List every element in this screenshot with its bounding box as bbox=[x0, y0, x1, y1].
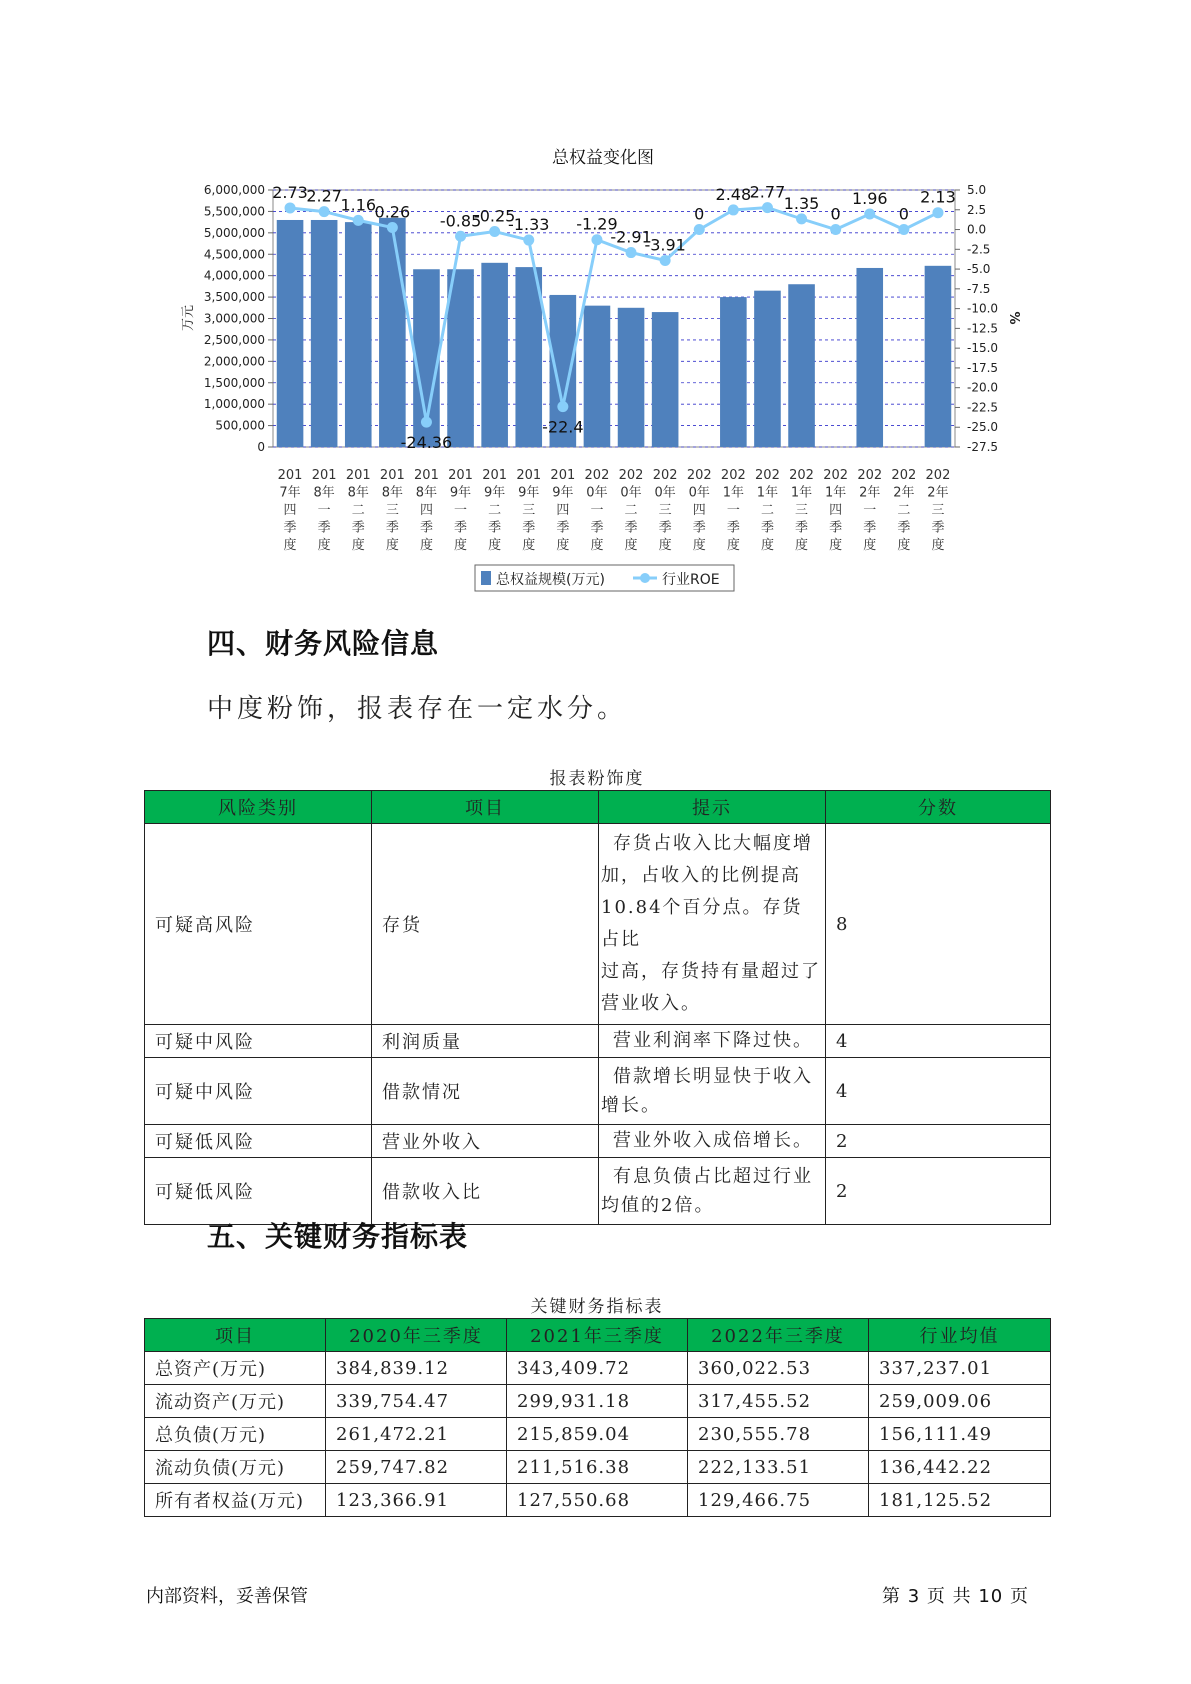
hint-line: 有息负债占比超过行业 bbox=[613, 1166, 813, 1187]
metric-value: 156,111.49 bbox=[869, 1418, 1051, 1451]
x-tick-label: 一 bbox=[454, 503, 468, 518]
x-tick-label: 度 bbox=[726, 538, 740, 553]
metric-value: 384,839.12 bbox=[326, 1352, 507, 1385]
roe-point bbox=[557, 401, 568, 412]
equity-bar bbox=[652, 312, 679, 447]
roe-point bbox=[830, 224, 841, 235]
x-tick-label: 季 bbox=[556, 520, 570, 536]
header-cell: 分数 bbox=[826, 791, 1051, 824]
x-tick-label: 季 bbox=[692, 520, 706, 536]
risk-score: 4 bbox=[826, 1058, 1051, 1125]
x-tick-label: 季 bbox=[658, 520, 672, 536]
x-tick-label: 202 bbox=[925, 468, 951, 483]
equity-bar bbox=[788, 284, 815, 447]
x-tick-label: 度 bbox=[692, 538, 706, 553]
roe-point bbox=[523, 235, 534, 246]
x-tick-label: 8年 bbox=[415, 485, 438, 501]
legend-bar-label: 总权益规模(万元) bbox=[496, 572, 605, 588]
y-tick-label: 5,000,000 bbox=[203, 225, 265, 240]
x-tick-label: 季 bbox=[488, 520, 502, 536]
x-tick-label: 季 bbox=[624, 520, 638, 536]
y-tick-label: 0 bbox=[257, 440, 265, 454]
x-tick-label: 季 bbox=[454, 520, 468, 536]
risk-item: 借款情况 bbox=[372, 1058, 599, 1125]
x-tick-label: 二 bbox=[760, 503, 774, 518]
x-tick-label: 四 bbox=[283, 503, 297, 518]
x-tick-label: 9年 bbox=[552, 485, 574, 501]
hint-line: 营业收入。 bbox=[601, 993, 701, 1014]
x-tick-label: 202 bbox=[584, 468, 610, 483]
key-table-header bbox=[145, 1319, 1051, 1352]
x-tick-label: 201 bbox=[277, 468, 303, 483]
x-tick-label: 202 bbox=[857, 468, 883, 483]
metric-value: 259,747.82 bbox=[326, 1451, 507, 1484]
x-tick-label: 1年 bbox=[722, 485, 744, 501]
y-tick-label: 2,000,000 bbox=[203, 354, 265, 369]
x-tick-label: 0年 bbox=[620, 485, 642, 501]
x-tick-label: 202 bbox=[720, 468, 746, 483]
chart-title: 总权益变化图 bbox=[552, 148, 654, 168]
roe-point bbox=[421, 417, 432, 428]
roe-point bbox=[728, 204, 739, 215]
risk-score: 4 bbox=[826, 1025, 1051, 1058]
x-tick-label: 7年 bbox=[279, 485, 301, 501]
x-tick-label: 季 bbox=[726, 520, 740, 536]
roe-point bbox=[898, 224, 909, 235]
metric-value: 230,555.78 bbox=[688, 1418, 869, 1451]
metric-name: 流动资产(万元) bbox=[145, 1385, 326, 1418]
x-tick-label: 9年 bbox=[484, 485, 506, 501]
x-tick-label: 季 bbox=[760, 520, 774, 536]
risk-table-caption: 报表粉饰度 bbox=[549, 769, 645, 789]
y2-axis-label: % bbox=[1006, 311, 1021, 325]
x-tick-label: 9年 bbox=[518, 485, 540, 501]
y2-tick-label: -20.0 bbox=[967, 380, 999, 395]
x-tick-label: 度 bbox=[488, 538, 502, 553]
risk-table bbox=[144, 790, 1051, 1225]
x-tick-label: 度 bbox=[897, 538, 911, 553]
key-table-caption: 关键财务指标表 bbox=[530, 1297, 664, 1317]
x-tick-label: 四 bbox=[692, 503, 706, 518]
key-section-heading: 五、关键财务指标表 bbox=[207, 1220, 469, 1253]
roe-data-label: 0.26 bbox=[374, 202, 411, 222]
metric-value: 211,516.38 bbox=[507, 1451, 688, 1484]
equity-bar bbox=[345, 222, 372, 447]
risk-category: 可疑低风险 bbox=[145, 1158, 372, 1225]
y2-tick-label: -12.5 bbox=[967, 321, 999, 336]
roe-point bbox=[591, 234, 602, 245]
roe-point bbox=[353, 215, 364, 226]
x-tick-label: 202 bbox=[823, 468, 849, 483]
x-tick-label: 201 bbox=[448, 468, 473, 483]
y2-tick-label: -27.5 bbox=[967, 440, 999, 454]
risk-score: 2 bbox=[826, 1158, 1051, 1225]
header-cell: 风险类别 bbox=[145, 791, 372, 824]
risk-item: 存货 bbox=[372, 824, 599, 1025]
roe-data-label: -0.85 bbox=[439, 211, 482, 231]
risk-score: 2 bbox=[826, 1125, 1051, 1158]
x-tick-label: 季 bbox=[931, 520, 945, 536]
risk-hint bbox=[599, 1058, 826, 1125]
x-tick-label: 季 bbox=[283, 520, 297, 536]
roe-point bbox=[455, 231, 466, 242]
roe-data-label: -24.36 bbox=[400, 433, 453, 453]
table-row bbox=[145, 1025, 1051, 1058]
roe-point bbox=[387, 222, 398, 233]
x-tick-label: 度 bbox=[829, 538, 843, 553]
y2-tick-label: -7.5 bbox=[967, 281, 991, 296]
y-tick-label: 3,000,000 bbox=[203, 311, 265, 326]
risk-summary: 中度粉饰，报表存在一定水分。 bbox=[207, 694, 628, 724]
risk-hint bbox=[599, 1025, 826, 1058]
equity-chart-svg bbox=[0, 0, 1191, 600]
roe-point bbox=[864, 209, 875, 220]
hint-line: 借款增长明显快于收入 bbox=[613, 1066, 813, 1087]
x-tick-label: 201 bbox=[345, 468, 371, 483]
metric-value: 343,409.72 bbox=[507, 1352, 688, 1385]
x-tick-label: 度 bbox=[760, 538, 774, 553]
y-tick-label: 2,500,000 bbox=[203, 332, 265, 347]
x-tick-label: 度 bbox=[454, 538, 468, 553]
risk-category: 可疑中风险 bbox=[145, 1058, 372, 1125]
risk-hint bbox=[599, 824, 826, 1025]
roe-data-label: -22.4 bbox=[542, 417, 584, 437]
equity-bar bbox=[856, 268, 883, 447]
roe-data-label: 1.16 bbox=[340, 195, 377, 215]
legend-line-label: 行业ROE bbox=[662, 572, 720, 588]
hint-line: 存货占收入比大幅度增 bbox=[613, 833, 813, 854]
table-row bbox=[145, 1058, 1051, 1125]
roe-data-label: -1.29 bbox=[576, 214, 618, 234]
x-tick-label: 季 bbox=[795, 520, 809, 536]
x-tick-label: 201 bbox=[379, 468, 405, 483]
y-tick-label: 4,000,000 bbox=[203, 268, 265, 283]
x-tick-label: 1年 bbox=[825, 485, 847, 501]
y-tick-label: 1,500,000 bbox=[203, 375, 265, 390]
table-row bbox=[145, 824, 1051, 1025]
x-tick-label: 0年 bbox=[586, 485, 608, 501]
roe-point bbox=[489, 226, 500, 237]
roe-data-label: 0 bbox=[694, 204, 705, 224]
x-tick-label: 季 bbox=[419, 520, 433, 536]
y2-tick-label: -15.0 bbox=[967, 341, 999, 356]
y2-tick-label: -17.5 bbox=[967, 360, 999, 375]
x-tick-label: 四 bbox=[556, 503, 570, 518]
x-tick-label: 四 bbox=[419, 503, 433, 518]
x-tick-label: 202 bbox=[891, 468, 917, 483]
legend-line-marker bbox=[640, 573, 650, 583]
y2-tick-label: 2.5 bbox=[967, 202, 987, 217]
roe-point bbox=[285, 202, 296, 213]
x-tick-label: 季 bbox=[863, 520, 877, 536]
metric-value: 261,472.21 bbox=[326, 1418, 507, 1451]
roe-data-label: -3.91 bbox=[644, 235, 686, 255]
roe-data-label: 2.13 bbox=[920, 187, 956, 207]
footer-page-number: 第 3 页 共 10 页 bbox=[882, 1586, 1029, 1607]
x-tick-label: 201 bbox=[516, 468, 542, 483]
roe-point bbox=[932, 207, 943, 218]
equity-bar bbox=[481, 263, 508, 447]
risk-score: 8 bbox=[826, 824, 1051, 1025]
y2-tick-label: -10.0 bbox=[967, 301, 999, 316]
y-tick-label: 500,000 bbox=[215, 418, 265, 433]
x-tick-label: 三 bbox=[658, 503, 672, 518]
y2-tick-label: -5.0 bbox=[967, 262, 991, 277]
x-tick-label: 1年 bbox=[790, 485, 813, 501]
y-tick-label: 4,500,000 bbox=[203, 247, 265, 262]
metric-value: 317,455.52 bbox=[688, 1385, 869, 1418]
metric-value: 259,009.06 bbox=[869, 1385, 1051, 1418]
x-tick-label: 二 bbox=[624, 503, 638, 518]
y-axis-label: 万元 bbox=[181, 304, 196, 332]
x-tick-label: 201 bbox=[550, 468, 576, 483]
x-tick-label: 四 bbox=[829, 503, 843, 518]
hint-line: 营业外收入成倍增长。 bbox=[613, 1130, 813, 1151]
table-row bbox=[145, 1385, 1051, 1418]
roe-data-label: 0 bbox=[898, 204, 909, 224]
risk-table-header bbox=[145, 791, 1051, 824]
metric-value: 360,022.53 bbox=[688, 1352, 869, 1385]
equity-bar bbox=[311, 220, 338, 447]
roe-data-label: -1.33 bbox=[508, 215, 550, 235]
risk-category: 可疑中风险 bbox=[145, 1025, 372, 1058]
roe-data-label: -2.91 bbox=[610, 227, 652, 247]
metric-value: 299,931.18 bbox=[507, 1385, 688, 1418]
risk-item: 利润质量 bbox=[372, 1025, 599, 1058]
roe-point bbox=[796, 213, 807, 224]
equity-bar bbox=[277, 220, 304, 447]
x-tick-label: 度 bbox=[624, 538, 638, 553]
x-tick-label: 度 bbox=[556, 538, 570, 553]
x-tick-label: 度 bbox=[658, 538, 672, 553]
x-tick-label: 8年 bbox=[347, 485, 369, 501]
x-tick-label: 一 bbox=[726, 503, 740, 518]
x-tick-label: 8年 bbox=[381, 485, 403, 501]
x-tick-label: 二 bbox=[897, 503, 911, 518]
metric-value: 337,237.01 bbox=[869, 1352, 1051, 1385]
key-metrics-table bbox=[144, 1318, 1051, 1517]
y2-tick-label: -22.5 bbox=[967, 400, 999, 415]
metric-name: 所有者权益(万元) bbox=[145, 1484, 326, 1517]
table-row bbox=[145, 1352, 1051, 1385]
risk-item: 借款收入比 bbox=[372, 1158, 599, 1225]
x-tick-label: 三 bbox=[931, 503, 945, 518]
x-tick-label: 度 bbox=[317, 538, 331, 553]
header-cell: 项目 bbox=[145, 1319, 326, 1352]
metric-name: 总负债(万元) bbox=[145, 1418, 326, 1451]
x-tick-label: 二 bbox=[488, 503, 502, 518]
roe-point bbox=[319, 206, 330, 217]
metric-name: 总资产(万元) bbox=[145, 1352, 326, 1385]
x-tick-label: 度 bbox=[522, 538, 536, 553]
x-tick-label: 一 bbox=[317, 503, 331, 518]
header-cell: 2022年三季度 bbox=[688, 1319, 869, 1352]
roe-data-label: 2.27 bbox=[306, 186, 342, 206]
hint-line: 增长。 bbox=[601, 1095, 661, 1116]
y-tick-label: 1,000,000 bbox=[203, 397, 265, 412]
x-tick-label: 度 bbox=[419, 538, 433, 553]
y-tick-label: 6,000,000 bbox=[203, 183, 265, 197]
x-tick-label: 2年 bbox=[893, 485, 915, 501]
metric-name: 流动负债(万元) bbox=[145, 1451, 326, 1484]
x-tick-label: 1年 bbox=[756, 485, 779, 501]
y-tick-label: 5,500,000 bbox=[203, 204, 265, 219]
table-row bbox=[145, 1125, 1051, 1158]
table-row bbox=[145, 1451, 1051, 1484]
risk-section-heading: 四、财务风险信息 bbox=[207, 627, 440, 660]
x-tick-label: 季 bbox=[351, 520, 365, 536]
hint-line: 过高，存货持有量超过了 bbox=[601, 961, 821, 982]
x-tick-label: 度 bbox=[590, 538, 604, 553]
roe-point bbox=[660, 255, 671, 266]
risk-hint bbox=[599, 1125, 826, 1158]
y-tick-label: 3,500,000 bbox=[203, 290, 265, 305]
roe-data-label: 2.48 bbox=[715, 184, 752, 204]
x-tick-label: 202 bbox=[652, 468, 678, 483]
x-tick-label: 度 bbox=[931, 538, 945, 553]
x-tick-label: 度 bbox=[351, 538, 365, 553]
x-tick-label: 季 bbox=[317, 520, 331, 536]
legend-bar-swatch bbox=[481, 571, 491, 585]
metric-value: 339,754.47 bbox=[326, 1385, 507, 1418]
equity-bar bbox=[379, 218, 406, 447]
roe-point bbox=[762, 202, 773, 213]
roe-data-label: 0 bbox=[830, 204, 841, 224]
roe-point bbox=[694, 224, 705, 235]
x-tick-label: 季 bbox=[385, 520, 399, 536]
hint-line: 加，占收入的比例提高 bbox=[601, 865, 801, 886]
x-tick-label: 二 bbox=[351, 503, 365, 518]
x-tick-label: 一 bbox=[590, 503, 604, 518]
x-tick-label: 度 bbox=[795, 538, 809, 553]
y2-tick-label: 5.0 bbox=[967, 183, 987, 197]
x-tick-label: 季 bbox=[590, 520, 604, 536]
risk-category: 可疑高风险 bbox=[145, 824, 372, 1025]
equity-chart bbox=[0, 0, 1191, 600]
x-tick-label: 三 bbox=[385, 503, 399, 518]
hint-line: 10.84个百分点。存货占比 bbox=[601, 897, 803, 950]
header-cell: 2020年三季度 bbox=[326, 1319, 507, 1352]
x-tick-label: 季 bbox=[829, 520, 843, 536]
x-tick-label: 度 bbox=[385, 538, 399, 553]
equity-bar bbox=[925, 266, 952, 447]
x-tick-label: 0年 bbox=[688, 485, 710, 501]
x-tick-label: 201 bbox=[311, 468, 337, 483]
x-tick-label: 9年 bbox=[449, 485, 472, 501]
y2-tick-label: -2.5 bbox=[967, 242, 991, 257]
header-cell: 提示 bbox=[599, 791, 826, 824]
equity-bar bbox=[515, 267, 542, 447]
equity-bar bbox=[754, 291, 781, 447]
metric-value: 129,466.75 bbox=[688, 1484, 869, 1517]
x-tick-label: 201 bbox=[414, 468, 439, 483]
risk-item: 营业外收入 bbox=[372, 1125, 599, 1158]
x-tick-label: 2年 bbox=[859, 485, 881, 501]
x-tick-label: 0年 bbox=[654, 485, 676, 501]
equity-bar bbox=[720, 297, 747, 447]
x-tick-label: 8年 bbox=[313, 485, 335, 501]
roe-data-label: -0.25 bbox=[473, 206, 516, 226]
metric-value: 123,366.91 bbox=[326, 1484, 507, 1517]
footer-confidential-note: 内部资料，妥善保管 bbox=[146, 1586, 308, 1607]
x-tick-label: 202 bbox=[618, 468, 644, 483]
roe-data-label: 1.96 bbox=[851, 189, 888, 209]
metric-value: 222,133.51 bbox=[688, 1451, 869, 1484]
x-tick-label: 2年 bbox=[927, 485, 949, 501]
roe-data-label: 2.77 bbox=[749, 182, 786, 202]
x-tick-label: 三 bbox=[522, 503, 536, 518]
table-row bbox=[145, 1418, 1051, 1451]
metric-value: 215,859.04 bbox=[507, 1418, 688, 1451]
x-tick-label: 202 bbox=[755, 468, 780, 483]
risk-category: 可疑低风险 bbox=[145, 1125, 372, 1158]
x-tick-label: 202 bbox=[789, 468, 814, 483]
header-cell: 2021年三季度 bbox=[507, 1319, 688, 1352]
roe-data-label: 2.73 bbox=[272, 182, 308, 202]
header-cell: 项目 bbox=[372, 791, 599, 824]
equity-bar bbox=[584, 306, 611, 447]
x-tick-label: 度 bbox=[283, 538, 297, 553]
x-tick-label: 三 bbox=[795, 503, 809, 518]
x-tick-label: 度 bbox=[863, 538, 877, 553]
metric-value: 181,125.52 bbox=[869, 1484, 1051, 1517]
x-tick-label: 一 bbox=[863, 503, 877, 518]
x-tick-label: 201 bbox=[482, 468, 508, 483]
hint-line: 均值的2倍。 bbox=[601, 1195, 715, 1216]
x-tick-label: 季 bbox=[897, 520, 911, 536]
table-row bbox=[145, 1484, 1051, 1517]
roe-point bbox=[626, 247, 637, 258]
metric-value: 127,550.68 bbox=[507, 1484, 688, 1517]
roe-data-label: 1.35 bbox=[783, 193, 820, 213]
x-tick-label: 季 bbox=[522, 520, 536, 536]
hint-line: 营业利润率下降过快。 bbox=[613, 1030, 813, 1051]
equity-bar bbox=[618, 308, 645, 447]
y2-tick-label: 0.0 bbox=[967, 222, 987, 237]
x-tick-label: 202 bbox=[686, 468, 712, 483]
equity-bar bbox=[447, 269, 474, 447]
risk-hint bbox=[599, 1158, 826, 1225]
header-cell: 行业均值 bbox=[869, 1319, 1051, 1352]
metric-value: 136,442.22 bbox=[869, 1451, 1051, 1484]
y2-tick-label: -25.0 bbox=[967, 420, 999, 435]
